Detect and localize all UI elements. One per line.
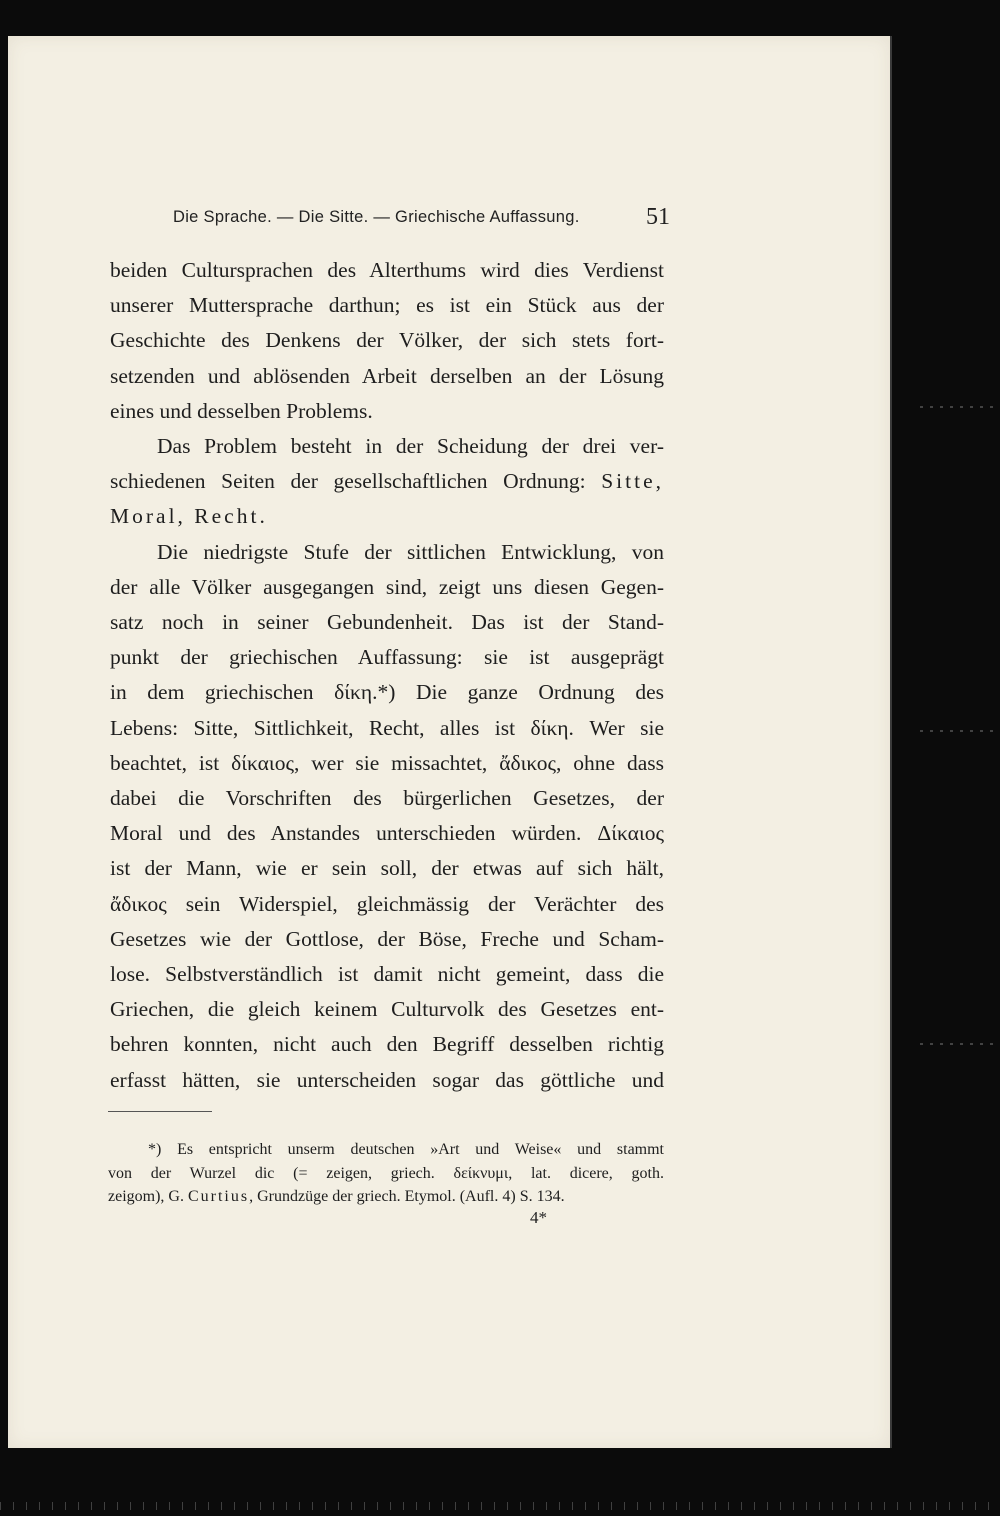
paragraph-3-line-13: lose. Selbstverständlich ist damit nicht gemeint, dass die	[110, 962, 664, 987]
paragraph-3-line-3: satz noch in seiner Gebundenheit. Das ist der Stand-	[110, 610, 664, 635]
paragraph-1-line-2: unserer Muttersprache darthun; es ist ein Stück aus der	[110, 293, 664, 318]
paragraph-3-line-5: in dem griechischen δίκη.*) Die ganze Ordnung des	[110, 680, 664, 705]
paragraph-3-line-1: Die niedrigste Stufe der sittlichen Entwicklung, von	[157, 539, 664, 564]
footnote-line-2: von der Wurzel dic (= zeigen, griech. δείκνυμι, lat. dicere, goth.	[108, 1164, 664, 1182]
paragraph-3-line-15: behren konnten, nicht auch den Begriff desselben richtig	[110, 1032, 664, 1057]
scan-scale-right-2	[920, 730, 1000, 732]
author-name: Curtius	[187, 1188, 250, 1205]
footnote-rule	[108, 1111, 212, 1112]
running-header	[173, 204, 670, 238]
paragraph-3-line-14: Griechen, die gleich keinem Culturvolk des Gesetzes ent-	[110, 997, 664, 1022]
term-moral-recht: Moral, Recht	[110, 504, 260, 529]
paragraph-1-line-1: beiden Cultursprachen des Alterthums wird dies Verdienst	[110, 258, 664, 282]
term-sitte: Sitte,	[601, 469, 664, 494]
paragraph-1-line-4: setzenden und ablösenden Arbeit derselben an der Lösung	[110, 363, 664, 388]
footnote-line-3-end: , Grundzüge der griech. Etymol. (Aufl. 4) S. 134.	[249, 1188, 565, 1205]
paragraph-3-line-16: erfasst hätten, sie unterscheiden sogar das göttliche und	[110, 1067, 664, 1092]
paragraph-3-line-10: ist der Mann, wie er sein soll, der etwas auf sich hält,	[110, 856, 664, 881]
paragraph-2-line-3-end: .	[259, 504, 265, 529]
paragraph-3-line-11: ἄδικος sein Widerspiel, gleichmässig der Verächter des	[110, 891, 664, 916]
paragraph-3-line-6: Lebens: Sitte, Sittlichkeit, Recht, alles ist δίκη. Wer sie	[110, 715, 664, 740]
paragraph-3-line-7: beachtet, ist δίκαιος, wer sie missachtet, ἄδικος, ohne dass	[110, 750, 664, 775]
paragraph-3-line-9: Moral und des Anstandes unterschieden würden. Δίκαιος	[110, 821, 664, 846]
paragraph-3-line-12: Gesetzes wie der Gottlose, der Böse, Freche und Scham-	[110, 926, 664, 951]
footnote	[108, 1138, 664, 1209]
running-title: Die Sprache. — Die Sitte. — Griechische Auffassung.	[173, 208, 580, 226]
scan-scale-right-1	[920, 406, 1000, 408]
paragraph-3-line-8: dabei die Vorschriften des bürgerlichen Gesetzes, der	[110, 786, 664, 811]
scan-scale-bottom	[0, 1502, 1000, 1510]
paragraph-1-line-5: eines und desselben Problems.	[110, 398, 373, 423]
main-text	[110, 253, 664, 1098]
signature-mark: 4*	[530, 1208, 547, 1227]
paragraph-3-line-4: punkt der griechischen Auffassung: sie ist ausgeprägt	[110, 645, 664, 670]
page-edge	[890, 36, 892, 1448]
paragraph-2-line-1: Das Problem besteht in der Scheidung der drei ver-	[157, 434, 664, 459]
paragraph-3-line-2: der alle Völker ausgegangen sind, zeigt uns diesen Gegen-	[110, 574, 664, 599]
paragraph-2-line-2-text: schiedenen Seiten der gesellschaftlichen Ordnung:	[110, 469, 602, 494]
footnote-line-1: *) Es entspricht unserm deutschen »Art und Weise« und stammt	[148, 1141, 664, 1158]
paragraph-1-line-3: Geschichte des Denkens der Völker, der sich stets fort-	[110, 328, 664, 353]
paragraph-2-line-3	[110, 499, 664, 534]
page-number: 51	[646, 204, 670, 230]
scan-scale-right-3	[920, 1043, 1000, 1045]
paragraph-2-line-2	[110, 464, 664, 499]
footnote-line-3	[108, 1185, 664, 1209]
footnote-line-3-start: zeigom), G.	[108, 1188, 188, 1205]
